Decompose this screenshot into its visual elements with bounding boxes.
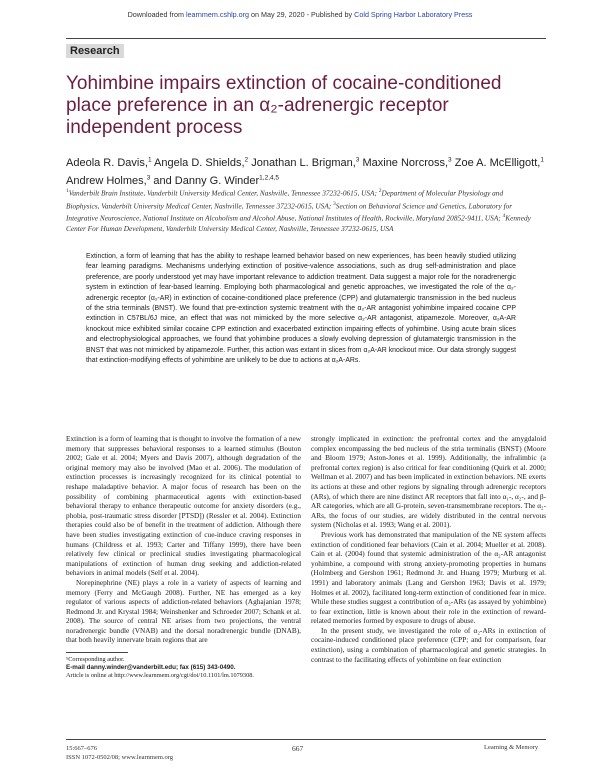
issn: ISSN 1072-0502/08; www.learnmem.org [66,754,174,761]
article-title: Yohimbine impairs extinction of cocaine-conditioned place preference in an α₂-adrenergic receptor independent process [66,73,502,138]
footnote [66,656,306,680]
page-range: 15:667–676 [66,745,98,752]
author: and Danny G. Winder$^{1,2,4,5}$ [153,174,280,188]
paragraph: strongly implicated in extinction: the prefrontal cortex and the amygdaloid complex encompassing the bed nucleus of the stria terminalis (BNST) (Moore and Bloom 1979; Aston-Jones et al. 1999). Additionally, the infralimbic (a prefrontal cortex region) is also critical for fear conditioning (Quirk et al. 2000; Wellman et al. 2007) and has been implicated in extinction behaviors. NE exerts its actions at these and other regions by signaling through adrenergic receptors (ARs), of which there are nine distinct AR receptors that fall into α₁-, α₂-, and β-AR categories, which are all G-protein, seven-transmembrane receptors. The α₂-ARs, the focus of our studies, are widely distributed in the central nervous system (Nicholas et al. 1993; Wang et al. 2001). [311,434,546,530]
journal-name: Learning & Memory [484,744,539,751]
footnote-rule [66,652,128,653]
paragraph: Extinction is a form of learning that is thought to involve the formation of a new memory that suppresses behavioral responses to a learned stimulus (Bouton 2002; Gale et al. 2004; Myers and Davis 2007), although degradation of the original memory may also be involved (Mao et al. 2006). The modulation of extinction processes is increasingly recognized for its clinical potential to reshape maladaptive behavior. A major focus of research has been on the possibility of combining pharmaceutical agents with extinction-based behavioral therapy to enhance therapeutic outcome for anxiety disorders (e.g., phobia, post-traumatic stress disorder [PTSD]) (Ressler et al. 2004). Extinction therapies could also be of benefit in the treatment of addiction. Although there have been studies investigating extinction of cue-induce craving responses in humans (Childress et al. 1993; Carter and Tiffany 1999), there have been relatively few clinical or preclinical studies investigating pharmacological manipulations of extinction of human drug seeking and addiction-related behaviors in animal models (Self et al. 2004). [66,434,301,578]
footer-left [66,744,173,762]
footer-rule [66,739,546,740]
affiliation: Section on Behavioral Science and Genetics, Laboratory for Integrative Neuroscience, National Institute on Alcoholism and Alcohol Abuse, National Institutes of Health, Rockville, Maryland 20852-9411, USA; [66,201,513,223]
abstract: Extinction, a form of learning that has the ability to reshape learned behavior based on new experiences, has been heavily studied utilizing fear learning paradigms. Mechanisms underlying extinction of positive-valence associations, such as drug self-administration and place preference, are poorly understood yet may have important relevance to addiction treatment. Data suggest a major role for the noradrenergic system in extinction of fear-based learning. Employing both pharmacological and genetic approaches, we investigated the role of the α₂-adrenergic receptor (α₂-AR) in extinction of cocaine-conditioned place preference (CPP) and glutamatergic transmission in the bed nucleus of the stria terminals (BNST). We found that pre-extinction systemic treatment with the α₂-AR antagonist yohimbine impaired cocaine CPP extinction in C57BL/6J mice, an effect that was not mimicked by the more selective α₂-AR antagonist, atipamezole. Moreover, α₂A-AR knockout mice exhibited similar cocaine CPP extinction and exacerbated extinction impairing effects of yohimbine. Using acute brain slices and electrophysiological approaches, we found that yohimbine produces a slowly evolving depression of glutamatergic transmission in the BNST that was not mimicked by atipamezole. Further, this action was extant in slices from α₂A-AR knockout mice. Our data strongly suggest that extinction-modifying effects of yohimbine are unlikely to be due to actions at α₂A-ARs. [86,253,516,365]
author: Adeola R. Davis,$^1$ [66,156,152,169]
article-link[interactable]: Article is online at http://www.learnmem.org/cgi/doi/10.1101/lm.1079308. [66,672,254,679]
download-banner [0,10,600,19]
affiliation: Vanderbilt Brain Institute, Vanderbilt University Medical Center, Nashville, Tennessee 37232-0615, USA; [68,188,377,198]
author-email[interactable]: E-mail danny.winder@vanderbilt.edu; fax (615) 343-0490. [66,664,236,671]
page-number: 667 [292,744,304,753]
author: Maxine Norcross,$^3$ [362,156,452,169]
author: Zoe A. McElligott,$^1$ [454,156,544,169]
right-column [311,434,546,664]
author: Angela D. Shields,$^2$ [154,156,249,169]
banner-middle: on May 29, 2020 - Published by [249,10,355,19]
author: Jonathan L. Brigman,$^3$ [251,156,360,169]
paragraph: Previous work has demonstrated that manipulation of the NE system affects extinction of conditioned fear behaviors (Cain et al. 2004; Mueller et al. 2008). Cain et al. (2004) found that systemic administration of the α₂-AR antagonist yohimbine, a compound with strong anxiety-promoting properties in humans (Holmberg and Gershon 1961; Redmond Jr. and Huang 1979; Murburg et al. 1991) and laboratory animals (Lang and Gershon 1963; Davis et al. 1979; Holmes et al. 2002), facilitated long-term extinction of conditioned fear in mice. While these studies suggest a contribution of α₂-ARs (as assayed by yohimbine) to fear extinction, little is known about their role in the extinction of reward-related memories formed by exposure to drugs of abuse. [311,529,546,626]
author: Andrew Holmes,$^3$ [66,174,151,188]
paragraph: Norepinephrine (NE) plays a role in a variety of aspects of learning and memory (Ferry and McGaugh 2008). Further, NE has emerged as a key regulator of various aspects of addiction-related behaviors (Aghajanian 1978; Redmond Jr. and Krystal 1984; Weinshenker and Schroeder 2007; Schank et al. 2008). The source of central NE arises from two projections, the ventral noradrenergic bundle (VNAB) and the dorsal noradrenergic bundle (DNAB), that both heavily innervate brain regions that are [66,577,301,645]
affiliation: Kennedy Center For Human Development, Vanderbilt University Medical Center, Nashville, Tennessee 37232-0615, USA [66,213,531,233]
author-list [66,152,546,189]
left-column [66,434,301,645]
paragraph: In the present study, we investigated the role of α₂-ARs in extinction of cocaine-induced conditioned place preference (CPP; and for comparison, fear extinction), using a combination of pharmacological and genetic strategies. In contrast to the facilitating effects of yohimbine on fear extinction [311,625,546,664]
site-link[interactable]: learnmem.cshlp.org [185,10,250,19]
corresponding-author: ⁵Corresponding author. [66,656,125,663]
banner-prefix: Downloaded from [127,10,186,19]
publisher-link[interactable]: Cold Spring Harbor Laboratory Press [354,10,473,19]
affiliations: $^1$Vanderbilt Brain Institute, Vanderbilt University Medical Center, Nashville, Tennessee 37232-0615, USA; $^2$Department of Molecular Physiology and Biophysics, Vanderbilt University Medical Center, Nashville, Tennessee 37232-0615, USA; $^3$Section on Behavioral Science and Genetics, Laboratory for Integrative Neuroscience, National Institute on Alcoholism and Alcohol Abuse, National Institutes of Health, Rockville, Maryland 20852-9411, USA; $^4$Kennedy Center For Human Development, Vanderbilt University Medical Center, Nashville, Tennessee 37232-0615, USA [66,188,531,233]
affiliation: Department of Molecular Physiology and Biophysics, Vanderbilt University Medical Center, Nashville, Tennessee 37232-0615, USA; [66,188,504,211]
header-rule [66,38,546,39]
section-label: Research [66,44,124,58]
